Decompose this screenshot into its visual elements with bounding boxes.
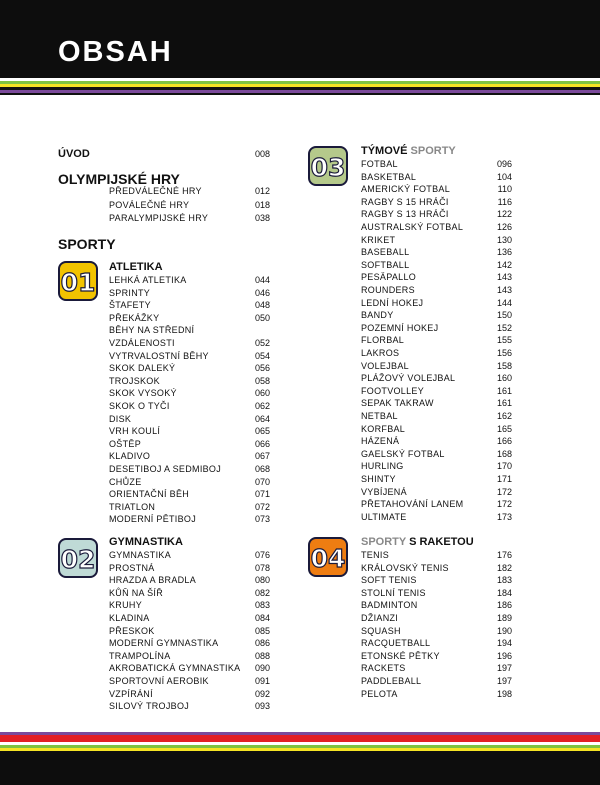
toc-entry-page: 182: [496, 562, 512, 573]
toc-entry-label: MODERNÍ GYMNASTIKA: [109, 638, 219, 649]
athletics-heading: ATLETIKA: [109, 261, 163, 273]
toc-entry-page: 197: [496, 663, 512, 674]
toc-entry-page: 183: [496, 575, 512, 586]
team-heading-b: SPORTY: [410, 145, 456, 157]
toc-entry-label: SKOK O TYČI: [109, 401, 170, 411]
toc-entry-label: SILOVÝ TROJBOJ: [109, 701, 190, 712]
gymnastics-heading: GYMNASTIKA: [109, 536, 183, 548]
toc-entry-label: ŠTAFETY: [109, 300, 151, 311]
toc-entry-page: 172: [496, 499, 512, 510]
toc-entry-page: 096: [496, 159, 512, 169]
toc-entry-page: 171: [496, 474, 512, 484]
toc-entry-page: 116: [497, 196, 512, 207]
racket-heading-b: S RAKETOU: [409, 536, 474, 548]
toc-entry-page: 161: [496, 398, 512, 409]
toc-entry-page: 126: [496, 222, 512, 232]
toc-entry-page: 072: [254, 501, 270, 512]
toc-entry-page: 122: [496, 209, 512, 220]
toc-entry-page: 161: [496, 385, 512, 396]
toc-entry-label: LEDNÍ HOKEJ: [361, 297, 424, 308]
toc-entry-page: 090: [254, 663, 270, 674]
toc-entry-label: RACKETS: [361, 663, 406, 674]
toc-entry-page: 104: [496, 171, 512, 182]
toc-entry-page: 093: [254, 701, 270, 712]
toc-entry-page: 078: [254, 562, 270, 573]
badge-02-number: 02: [60, 545, 96, 574]
toc-entry-page: 158: [496, 360, 512, 371]
toc-entry-label: POVÁLEČNÉ HRY: [109, 199, 190, 210]
toc-entry-label: LAKROS: [361, 348, 400, 358]
toc-entry-label: LEHKÁ ATLETIKA: [109, 275, 187, 285]
toc-entry-label: VYBÍJENÁ: [361, 486, 407, 497]
toc-entry-page: 150: [496, 310, 512, 321]
toc-entry-label: KLADIVO: [109, 451, 151, 462]
toc-entry-page: 068: [254, 464, 270, 474]
badge-03: [308, 146, 348, 186]
toc-entry-page: 018: [254, 199, 270, 210]
toc-entry-page: 046: [254, 287, 270, 298]
team-heading: [361, 146, 456, 157]
toc-entry-label: RACQUETBALL: [361, 638, 431, 649]
sports-heading: SPORTY: [58, 236, 116, 252]
toc-entry-page: 196: [496, 650, 512, 661]
toc-entry-label: DESETIBOJ A SEDMIBOJ: [109, 464, 222, 474]
page-title: OBSAH: [58, 36, 173, 68]
toc-entry-page: 071: [254, 489, 270, 500]
toc-entry-label: GYMNASTIKA: [109, 550, 172, 560]
racket-heading-a: SPORTY: [361, 536, 407, 548]
header-bar: [0, 0, 600, 78]
toc-entry-label: PELOTA: [361, 688, 398, 699]
toc-entry-label: PESÄPALLO: [361, 272, 417, 283]
badge-04: [308, 537, 348, 577]
toc-entry-label: CHŮZE: [109, 476, 142, 487]
toc-entry-label: ROUNDERS: [361, 285, 415, 295]
toc-entry-page: 189: [496, 613, 512, 623]
toc-entry-page: 052: [254, 338, 270, 348]
intro-label: ÚVOD: [58, 148, 90, 160]
toc-entry-label: TROJSKOK: [109, 375, 160, 386]
toc-entry-page: 038: [254, 213, 270, 224]
team-heading-a: TÝMOVÉ: [361, 145, 408, 157]
toc-entry-page: 056: [254, 363, 270, 374]
toc-entry-page: 065: [254, 426, 270, 437]
toc-entry-label: SHINTY: [361, 474, 396, 484]
toc-entry-label: KŮŇ NA ŠÍŘ: [109, 587, 164, 598]
toc-entry-label: PADDLEBALL: [361, 676, 422, 686]
toc-entry-label: KLADINA: [109, 613, 150, 623]
toc-entry-page: 067: [254, 451, 270, 462]
toc-entry-label: PŘESKOK: [109, 625, 155, 636]
toc-entry-label: DISK: [109, 413, 132, 424]
toc-entry-page: 170: [496, 461, 512, 472]
toc-entry-page: 073: [254, 514, 270, 525]
toc-entry-label: OŠTĚP: [109, 438, 142, 449]
toc-entry-label: BĚHY NA STŘEDNÍ: [109, 325, 195, 336]
toc-entry-label: SPORTOVNÍ AEROBIK: [109, 676, 209, 686]
toc-entry-label: HRAZDA A BRADLA: [109, 575, 197, 586]
badge-04-number: 04: [310, 544, 346, 573]
toc-entry-page: 082: [254, 587, 270, 598]
toc-entry-label: KORFBAL: [361, 423, 406, 434]
stripe-black-2: [0, 93, 600, 95]
toc-entry-label: FOTBAL: [361, 159, 398, 169]
toc-entry-page: 085: [254, 625, 270, 636]
toc-entry-page: 080: [254, 575, 270, 586]
toc-entry-page: 197: [496, 676, 512, 686]
toc-entry-page: 076: [254, 550, 270, 560]
toc-entry-label: SPRINTY: [109, 287, 151, 298]
toc-entry-label: AKROBATICKÁ GYMNASTIKA: [109, 663, 241, 674]
toc-entry-label: VZPÍRÁNÍ: [109, 688, 153, 699]
toc-entry-page: 088: [254, 650, 270, 661]
toc-entry-label: TENIS: [361, 550, 390, 560]
footer-stripe-red: [0, 735, 600, 742]
toc-entry-page: 060: [254, 388, 270, 399]
toc-entry-label: VRH KOULÍ: [109, 426, 161, 437]
toc-entry-page: 058: [254, 375, 270, 386]
toc-entry-label: BASEBALL: [361, 247, 410, 258]
toc-entry-label: RAGBY S 13 HRÁČI: [361, 209, 449, 220]
toc-entry-page: 162: [496, 411, 512, 421]
toc-entry-label: ULTIMATE: [361, 511, 407, 522]
toc-entry-label: FLORBAL: [361, 335, 405, 346]
toc-entry-page: 166: [496, 436, 512, 447]
toc-entry-page: 086: [254, 638, 270, 649]
toc-entry-page: 152: [496, 322, 512, 333]
toc-entry-label: AMERICKÝ FOTBAL: [361, 184, 451, 195]
toc-entry-label: KRUHY: [109, 600, 143, 611]
toc-entry-page: 168: [496, 448, 512, 459]
toc-entry-page: 144: [496, 297, 512, 308]
toc-entry-label: PARALYMPIJSKÉ HRY: [109, 213, 209, 224]
toc-entry-label: ETONSKÉ PĚTKY: [361, 650, 440, 661]
toc-entry-label: PLÁŽOVÝ VOLEJBAL: [361, 373, 456, 384]
olympics-heading: OLYMPIJSKÉ HRY: [58, 171, 180, 187]
toc-entry-label: BASKETBAL: [361, 171, 417, 182]
toc-entry-label: STOLNÍ TENIS: [361, 587, 426, 598]
toc-entry-page: 044: [254, 275, 270, 285]
toc-entry-page: 092: [254, 688, 270, 699]
toc-entry-label: NETBAL: [361, 411, 398, 421]
toc-entry-page: 054: [254, 350, 270, 361]
toc-entry-page: 184: [496, 587, 512, 598]
toc-entry-label: GAELSKÝ FOTBAL: [361, 448, 445, 459]
toc-entry-label: SQUASH: [361, 625, 401, 636]
toc-entry-label: SOFTBALL: [361, 259, 410, 270]
toc-entry-label: SOFT TENIS: [361, 575, 417, 586]
toc-entry-label: KRÁLOVSKÝ TENIS: [361, 562, 449, 573]
toc-entry-label: RAGBY S 15 HRÁČI: [361, 196, 449, 207]
toc-entry-page: 142: [496, 259, 512, 270]
toc-entry-page: 165: [496, 423, 512, 434]
badge-02: [58, 538, 98, 578]
toc-entry-label: BADMINTON: [361, 600, 418, 611]
badge-03-number: 03: [310, 153, 346, 182]
toc-entry-page: 172: [496, 486, 512, 497]
toc-entry-page: 083: [254, 600, 270, 611]
toc-entry-page: 064: [254, 413, 270, 424]
toc-entry-page: 143: [496, 272, 512, 283]
toc-entry-label: VYTRVALOSTNÍ BĚHY: [109, 350, 209, 361]
toc-entry-page: 084: [254, 613, 270, 623]
toc-entry-label: DŽIANZI: [361, 613, 399, 623]
toc-entry-label: VZDÁLENOSTI: [109, 338, 175, 348]
toc-entry-label: TRAMPOLÍNA: [109, 650, 171, 661]
footer-bar: [0, 751, 600, 785]
toc-entry-page: 110: [497, 184, 512, 195]
racket-heading: [361, 537, 474, 548]
toc-entry-label: FOOTVOLLEY: [361, 385, 425, 396]
toc-entry-label: SKOK VYSOKÝ: [109, 388, 177, 399]
toc-entry-label: PŘETAHOVÁNÍ LANEM: [361, 499, 464, 510]
toc-entry-page: 155: [496, 335, 512, 346]
toc-entry-page: 066: [254, 438, 270, 449]
toc-entry-label: SEPAK TAKRAW: [361, 398, 434, 409]
toc-entry-label: AUSTRALSKÝ FOTBAL: [361, 222, 464, 232]
toc-entry-label: ORIENTAČNÍ BĚH: [109, 489, 190, 500]
toc-entry-label: KRIKET: [361, 234, 396, 245]
toc-entry-page: 173: [496, 511, 512, 522]
toc-entry-label: HURLING: [361, 461, 404, 472]
toc-entry-page: 062: [254, 401, 270, 411]
toc-entry-label: POZEMNÍ HOKEJ: [361, 322, 439, 333]
toc-entry-label: PROSTNÁ: [109, 562, 155, 573]
toc-entry-label: PŘEKÁŽKY: [109, 312, 160, 323]
toc-entry-label: SKOK DALEKÝ: [109, 363, 176, 374]
badge-01: [58, 261, 98, 301]
toc-entry-page: 160: [496, 373, 512, 384]
toc-entry-page: 176: [496, 550, 512, 560]
intro-page: 008: [254, 149, 270, 159]
toc-entry-page: 130: [496, 234, 512, 245]
toc-entry-label: PŘEDVÁLEČNÉ HRY: [109, 186, 202, 196]
toc-entry-page: 186: [496, 600, 512, 611]
toc-entry-page: 048: [254, 300, 270, 311]
toc-entry-page: 143: [496, 285, 512, 295]
toc-entry-page: 190: [496, 625, 512, 636]
toc-entry-page: 194: [496, 638, 512, 649]
toc-entry-page: 198: [496, 688, 512, 699]
toc-entry-page: 070: [254, 476, 270, 487]
toc-entry-page: 091: [254, 676, 270, 686]
toc-entry-page: 050: [254, 312, 270, 323]
toc-entry-label: VOLEJBAL: [361, 360, 409, 371]
toc-entry-page: 136: [496, 247, 512, 258]
toc-entry-page: 156: [496, 348, 512, 358]
toc-entry-page: 012: [254, 186, 270, 196]
toc-entry-label: TRIATLON: [109, 501, 156, 512]
toc-entry-label: MODERNÍ PĚTIBOJ: [109, 514, 197, 525]
toc-entry-label: HÁZENÁ: [361, 436, 400, 447]
badge-01-number: 01: [60, 268, 96, 297]
toc-entry-label: BANDY: [361, 310, 394, 321]
